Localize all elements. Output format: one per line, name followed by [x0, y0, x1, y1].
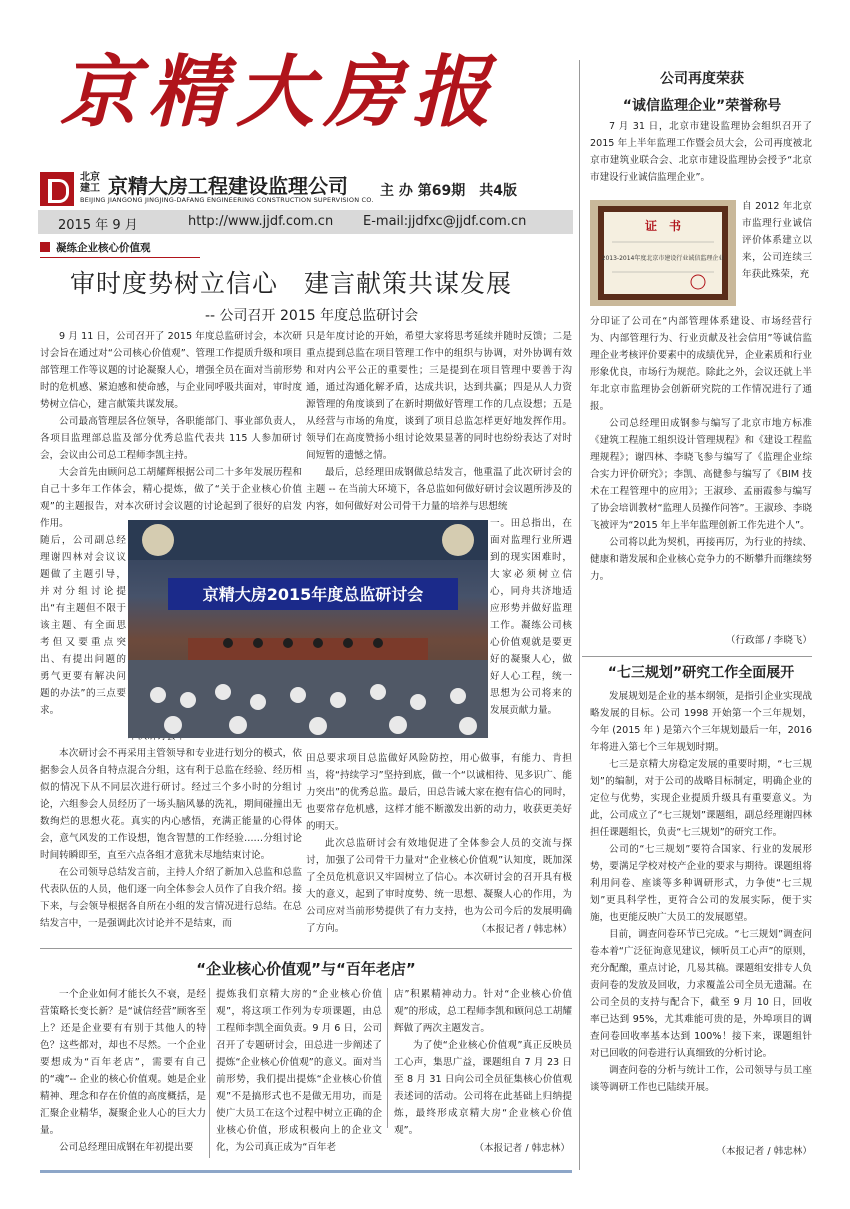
paragraph: 自 2012 年北京市监理行业诚信评价体系建立以来，公司连续三年获此殊荣，充	[742, 201, 812, 280]
article1-byline: （本报记者 / 韩忠林）	[476, 924, 572, 935]
issue-date: 2015 年 9 月	[58, 218, 138, 233]
paragraph: 公司总经理田成钢参与编写了北京市地方标准《建筑工程施工组织设计管理规程》和《建设工程监理规程》；谢四林、李晓飞参与编写了《监理企业综合实力评价研究》；李凯、高健参与编写了《BIM 技术在工程管理中的应用》；王淑珍、孟丽霞参与编写了协会培训教材“监理人员操作问答”。王淑珍、李晓飞被评为“2015 年上半年监理创新工作先进个人”。	[590, 418, 812, 531]
article3-body-cont	[590, 313, 812, 585]
paragraph: 提炼我们京精大房的“企业核心价值观”，将这项工作列为专项课题，由总工程师李凯全面负责。9 月 6 日，公司召开了专题研讨会，田总进一步阐述了提炼“企业核心价值观”的意义。面对当前形势，我们提出提炼“企业核心价值观”不是搞形式也不是做无用功，而是使广大员工在这个过程中树立正确的企业核心价值，形成积极向上的企业文化，为公司真正成为“百年老	[216, 989, 382, 1153]
section-underline	[40, 257, 200, 258]
paragraph: 此次总监研讨会有效地促进了全体参会人员的交流与探讨，加强了公司骨干力量对“企业核心价值观”认知度，既加深了全员危机意识又牢固树立了信心。本次研讨会的召开具有极大的意义，起到了审时度势、统一思想、凝聚人心的作用，为公司应对当前形势提供了有力支持，也为公司今后的发展明确了方向。	[306, 838, 572, 934]
paragraph: 一。田总指出，在面对监理行业所遇到的现实困难时，大家必须树立信心，同舟共济地适应形势并做好监理工作。凝练公司核心价值观就是要更好的凝聚人心，做好人心工程，统一思想为公司将来的发展贡献力量。	[490, 518, 572, 716]
paragraph: 发展规划是企业的基本纲领，是指引企业实现战略发展的目标。公司 1998 开始第一个三年规划，今年 (2015 年 ) 是第六个三年规划最后一年，2016 年将进入第七个三年规划时期。	[590, 691, 812, 753]
paragraph: 店”积累精神动力。针对“企业核心价值观”的形成，总工程师李凯和顾问总工胡耀辉做了两次主题发言。	[394, 989, 572, 1034]
conference-photo	[128, 520, 488, 738]
section-marker-icon	[40, 242, 50, 252]
article2-col2	[216, 986, 382, 1156]
article1-col1-cont	[40, 728, 302, 940]
article3-body	[590, 118, 812, 186]
article1-subhead: -- 公司召开 2015 年度总监研讨会	[205, 308, 419, 324]
paragraph: 7 月 31 日，北京市建设监理协会组织召开了 2015 年上半年监理工作暨会员大会，公司再度被北京市建筑业联合会、北京市建设监理协会授予“北京市建设行业诚信监理企业”。	[590, 121, 812, 183]
paragraph: 在公司领导总结发言前，主持人介绍了新加入总监和总监代表队伍的人员，他们逐一向全体参会人员作了自我介绍。接下来，与会领导根据各自所在小组的发言情况进行总结。在总结发言中，一是强调此次讨论并不是结束，而	[40, 867, 302, 929]
certificate-text: 2013-2014年度北京市建设行业诚信监理企业	[601, 255, 725, 262]
email-link[interactable]: E-mail:jjdfxc@jjdf.com.cn	[363, 214, 527, 229]
paragraph: 一个企业如何才能长久不衰，是经营策略长变长新？是“诚信经营”顾客至上？还是企业要有有别于其他人的特色？这些都对，却也不尽然。一个企业要想成为“百年老店”，需要有自己的“魂”-- 企业的核心价值观。她是企业精神、理念和存在价值的高度概括，是汇聚企业精华，凝聚企业人心的巨大力量。	[40, 989, 206, 1136]
paragraph: 随后，公司副总经理谢四林对会议议题做了主题引导，并对分组讨论提出“有主题但不限于该主题、有全面思考但又要重点突出、有提出问题的勇气更要有解决问题的办法”的三点要求。	[40, 535, 126, 716]
column-divider	[209, 988, 210, 1158]
company-name: 京精大房工程建设监理公司	[108, 174, 348, 198]
paragraph: 公司将以此为契机，再接再厉，为行业的持续、健康和谐发展和企业核心竞争力的不断攀升而继续努力。	[590, 537, 812, 582]
bottom-rule	[40, 1170, 572, 1173]
masthead-title: 京精大房报	[60, 47, 501, 138]
article3-byline: （行政部 / 李晓飞）	[725, 635, 812, 646]
issue-info: 主 办 第69期 共4版	[380, 183, 517, 199]
paragraph: 为了使“企业核心价值观”真正反映员工心声，集思广益，课题组自 7 月 23 日至 8 月 31 日向公司全员征集核心价值观表述词的活动。公司将在此基础上归纳提炼，最终形成京精大房“企业核心价值观”。	[394, 1040, 572, 1136]
article2-byline: （本报记者 / 韩忠林）	[474, 1143, 570, 1154]
paragraph: 七三是京精大房稳定发展的重要时期，“七三规划”的编制，对于公司的战略目标制定，明确企业的定位与优势，实现企业提质升级具有重要意义。为此，公司成立了“七三规划”课题组，副总经理谢四林担任课题组长，负责“七三规划”的研究工作。	[590, 759, 812, 838]
article1-col2	[306, 328, 572, 515]
paragraph: 调查问卷的分析与统计工作，公司领导与员工座谈等调研工作也已陆续开展。	[590, 1065, 812, 1093]
website-link[interactable]: http://www.jjdf.com.cn	[188, 214, 334, 229]
paragraph: 大会首先由顾问总工胡耀辉根据公司二十多年发展历程和自己十多年工作体会，精心提炼，做了“关于企业核心价值观”的主题报告，对本次研讨会议题的讨论起到了很好的启发作用。	[40, 467, 302, 529]
article3-headline-line2: “诚信监理企业”荣誉称号	[622, 98, 782, 114]
article1-col2-narrow	[490, 515, 572, 751]
article1-col1	[40, 328, 302, 532]
paragraph: 最后，总经理田成钢做总结发言，他重温了此次研讨会的主题 -- 在当前大环境下，各总监如何做好研讨会议题所涉及的内容，如何做好对公司骨干力量的培养与思想统	[306, 467, 572, 512]
photo-banner-text: 京精大房2015年度总监研讨会	[202, 585, 424, 604]
paragraph: 只是年度讨论的开始，希望大家将思考延续并随时反馈；二是重点提到总监在项目管理工作中的组织与协调，对外协调有效和对内公平公正的重要性；三是提到在项目管理中要善于沟通，通过沟通化解矛盾，达成共识，达到共赢；四是从人力资源管理的角度谈到了在新时期做好管理工作的几点设想；五是从经营与市场的角度，谈到了项目总监怎样更好地发挥作用。领导们在高度赞扬小组讨论效果显著的同时也纷纷表达了对时间短暂的遗憾之情。	[306, 331, 572, 461]
article4-byline: （本报记者 / 韩忠林）	[716, 1146, 812, 1157]
paragraph: 9 月 11 日，公司召开了 2015 年度总监研讨会，本次研讨会旨在通过对“公司核心价值观”、管理工作提质升级和项目部管理工作等议题的讨论凝聚人心，增强全员在面对当前形势时的危机感、紧迫感和使命感，与企业同呼吸共面对，审时度势树立信心，建言献策共谋发展。	[40, 331, 302, 410]
certificate-image	[590, 200, 736, 306]
article2-col1	[40, 986, 206, 1156]
article-divider	[582, 656, 812, 657]
paragraph: 公司的“七三规划”要符合国家、行业的发展形势，要满足学校对校产企业的要求与期待。课题组将利用问卷、座谈等多种调研形式，力争使“七三规划”更具科学性，更符合公司的发展实际，便于实施，也更能反映广大员工的发展愿望。	[590, 844, 812, 923]
column-divider	[387, 988, 388, 1128]
article2-headline: “企业核心价值观”与“百年老店”	[196, 960, 416, 978]
article2-col3	[394, 986, 572, 1139]
dateline-bar	[38, 210, 573, 234]
company-prefix: 北京建工	[80, 172, 100, 194]
paragraph: 田总要求项目总监做好风险防控，用心做事，有能力、肯担当，将“持续学习”坚持到底，做一个“以诚相待、见多识广、能力突出”的优秀总监。最后，田总告诫大家在抱有信心的同时，也要常存危机感，这样才能不断激发出新的动力，收获更美好的明天。	[306, 753, 572, 832]
paragraph: 公司最高管理层各位领导，各职能部门、事业部负责人，各项目监理部总监及部分优秀总监代表共 115 人参加研讨会，会议由公司总工程师李凯主持。	[40, 416, 302, 461]
award-certificate-photo	[590, 200, 736, 306]
article-divider	[40, 948, 572, 949]
paragraph: 公司总经理田成钢在年初提出要	[59, 1142, 194, 1153]
paragraph: 分印证了公司在“内部管理体系建设、市场经营行为、内部管理行为、行业贡献及社会信用”等诚信监理企业考核评价要素中的成绩优异，企业素质和行业形象优良，市场行为规范。除此之外，会议还就上半年北京市监理协会创新研究院的工作情况进行了通报。	[590, 316, 812, 412]
article4-body	[590, 688, 812, 1096]
paragraph: 目前，调查问卷环节已完成。“七三规划”调查问卷本着“广泛征询意见建议，倾听员工心声”的原则，充分配酿，重点讨论，几易其稿。课题组安排专人负责问卷的发放及回收，力求覆盖公司全员无遗漏。在公司全员的支持与配合下，截至 9 月 10 日，回收率已达到 95%，尤其难能可贵的是，外埠项目的调查问卷回收率基本达到 100%！接下来，课题组针对已回收的问卷进行认真细致的分析讨论。	[590, 929, 812, 1059]
paragraph: 本次研讨会不再采用主管领导和专业进行划分的模式，依据参会人员各自特点混合分组，这有利于总监在经验、经历相似的情况下从不同层次进行研讨。经过三个多小时的分组讨论，六组参会人员经历了一场头脑风暴的洗礼，期间碰撞出无数绚烂的思想火花。真实的内心感悟，充满正能量的心得体会，意气风发的工作设想，饱含智慧的工作经验……分组讨论时间转瞬即至，直至六点各组才意犹未尽地结束讨论。	[40, 748, 302, 861]
conference-photo-image	[128, 520, 488, 738]
article4-headline: “七三规划”研究工作全面展开	[607, 665, 795, 681]
section-label-text: 凝练企业核心价值观	[56, 242, 151, 254]
section-label	[40, 240, 151, 255]
article1-headline: 审时度势树立信心 建言献策共谋发展	[70, 269, 513, 298]
article3-headline-line1: 公司再度荣获	[660, 71, 744, 87]
article3-narrow	[742, 198, 812, 318]
certificate-title: 证 书	[644, 219, 682, 233]
article1-col1-narrow	[40, 532, 126, 727]
company-english-name: BEIJING JIANGONG JINGJING-DAFANG ENGINEERING CONSTRUCTION SUPERVISION CO.	[80, 196, 374, 204]
column-divider	[579, 60, 580, 1170]
company-logo	[40, 172, 74, 206]
